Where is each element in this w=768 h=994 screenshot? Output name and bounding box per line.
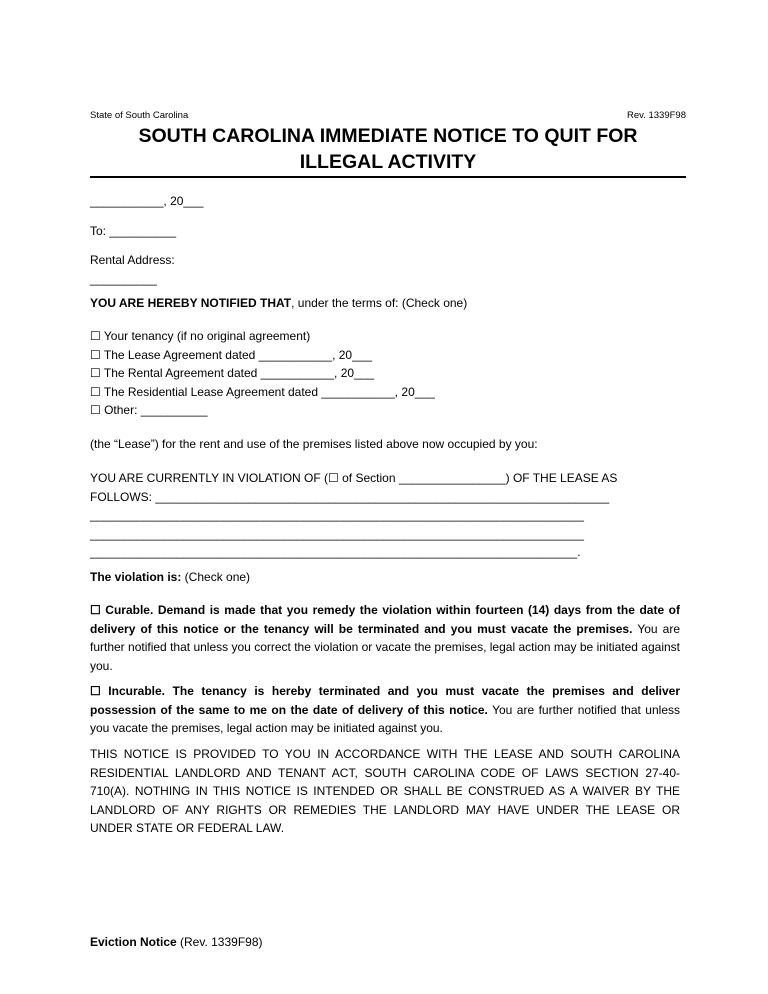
lease-options-list bbox=[90, 327, 680, 420]
option-tenancy[interactable]: ☐ Your tenancy (if no original agreement) bbox=[90, 329, 311, 343]
incurable-paragraph[interactable] bbox=[90, 682, 680, 738]
violation-is-rest: (Check one) bbox=[181, 570, 251, 584]
option-other[interactable]: ☐ Other: __________ bbox=[90, 403, 208, 417]
option-lease-agreement[interactable]: ☐ The Lease Agreement dated ___________, 20___ bbox=[90, 347, 373, 362]
rental-address-blank: __________ bbox=[90, 271, 157, 286]
rental-address bbox=[90, 251, 680, 288]
curable-bold: ☐ Curable. Demand is made that you remedy the violation within fourteen (14) days from the date of delivery of this notice or the tenancy will be terminated and you must vacate the premises. bbox=[90, 603, 680, 636]
revision-label: Rev. 1339F98 bbox=[627, 110, 686, 121]
violation-is-line bbox=[90, 568, 680, 587]
notified-line bbox=[90, 294, 680, 313]
violation-line-5: _________________________________________________________________________. bbox=[90, 545, 581, 559]
to-line: To: __________ bbox=[90, 224, 177, 238]
document-title bbox=[90, 123, 686, 175]
notified-rest: , under the terms of: (Check one) bbox=[291, 296, 468, 310]
violation-is-bold: The violation is: bbox=[90, 570, 182, 584]
violation-line-4: __________________________________________________________________________ bbox=[90, 526, 584, 541]
title-divider bbox=[90, 176, 686, 178]
date-line: ___________, 20___ bbox=[90, 194, 204, 208]
option-residential-lease[interactable]: ☐ The Residential Lease Agreement dated ___________, 20___ bbox=[90, 384, 435, 399]
footer-rest: (Rev. 1339F98) bbox=[176, 935, 263, 949]
document-header bbox=[90, 110, 686, 121]
title-line-2: ILLEGAL ACTIVITY bbox=[299, 151, 477, 173]
incurable-bold: ☐ Incurable. The tenancy is hereby terminated and you must vacate the premises and deliver possession of the same to me on the date of delivery of this notice. bbox=[90, 684, 680, 717]
document-footer bbox=[90, 935, 263, 949]
notified-bold: YOU ARE HEREBY NOTIFIED THAT bbox=[90, 296, 292, 310]
option-rental-agreement[interactable]: ☐ The Rental Agreement dated ___________, 20___ bbox=[90, 366, 375, 380]
violation-line-3: __________________________________________________________________________ bbox=[90, 508, 584, 522]
legal-notice-paragraph: THIS NOTICE IS PROVIDED TO YOU IN ACCORDANCE WITH THE LEASE AND SOUTH CAROLINA RESIDENTIAL LANDLORD AND TENANT ACT, SOUTH CAROLINA CODE OF LAWS SECTION 27-40-710(A). NOTHING IN THIS NOTICE IS INTENDED OR SHALL BE CONSTRUED AS A WAIVER BY THE LANDLORD OF ANY RIGHTS OR REMEDIES THE LANDLORD MAY HAVE UNDER THE LEASE OR UNDER STATE OR FEDERAL LAW. bbox=[90, 747, 680, 835]
incurable-rest: You are further notified that unless you vacate the premises, legal action may be initiated against you. bbox=[90, 702, 680, 735]
lease-definition-line: (the “Lease”) for the rent and use of the premises listed above now occupied by you: bbox=[90, 437, 538, 451]
curable-paragraph[interactable] bbox=[90, 601, 680, 675]
title-line-1: SOUTH CAROLINA IMMEDIATE NOTICE TO QUIT FOR bbox=[138, 125, 638, 147]
violation-line-2: FOLLOWS: ____________________________________________________________________ bbox=[90, 489, 610, 504]
rental-address-label: Rental Address: bbox=[90, 253, 175, 267]
state-label: State of South Carolina bbox=[90, 110, 189, 121]
violation-line-1: YOU ARE CURRENTLY IN VIOLATION OF (☐ of Section ________________) OF THE LEASE AS bbox=[90, 471, 618, 485]
curable-rest: You are further notified that unless you correct the violation or vacate the premises, legal action may be initiated against you. bbox=[90, 621, 681, 673]
footer-bold: Eviction Notice bbox=[90, 935, 177, 949]
violation-block bbox=[90, 469, 690, 562]
